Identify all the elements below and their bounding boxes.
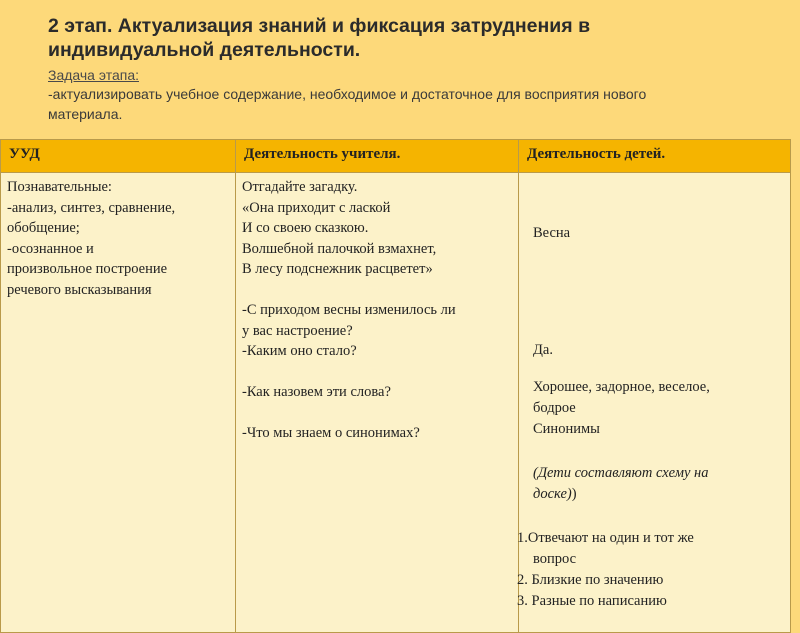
- children-answer: Весна: [533, 225, 571, 241]
- title-line-1: 2 этап. Актуализация знаний и фиксация затруднения в: [48, 15, 591, 37]
- uud-line: произвольное построение: [7, 261, 168, 277]
- title-line-2: индивидуальной деятельности.: [48, 39, 361, 61]
- lesson-stage-table: [0, 139, 791, 633]
- teacher-question-line: -С приходом весны изменилось ли: [242, 302, 456, 318]
- task-line-1: -актуализировать учебное содержание, необходимое и достаточное для восприятия нового: [48, 86, 647, 102]
- slide-title: [48, 14, 768, 62]
- uud-heading: Познавательные:: [7, 179, 112, 195]
- task-line-2: материала.: [48, 106, 123, 122]
- table-header-row: [1, 140, 791, 173]
- table-row: [1, 173, 791, 633]
- header-children-activity: Деятельность детей.: [519, 140, 791, 173]
- uud-line: речевого высказывания: [7, 281, 152, 298]
- children-list-item: 3. Разные по написанию: [517, 593, 667, 609]
- children-answer: доске)): [533, 486, 577, 502]
- teacher-riddle-line: «Она приходит с лаской: [242, 199, 391, 216]
- teacher-question-line: у вас настроение?: [242, 322, 353, 339]
- uud-line: -анализ, синтез, сравнение,: [7, 199, 176, 216]
- children-answer: Синонимы: [533, 421, 600, 437]
- children-answer: Хорошее, задорное, веселое,: [533, 379, 710, 395]
- teacher-riddle-line: Волшебной палочкой взмахнет,: [242, 240, 437, 257]
- children-list-item: 2. Близкие по значению: [517, 572, 664, 588]
- teacher-riddle-line: Отгадайте загадку.: [242, 179, 358, 195]
- uud-line: -осознанное и: [7, 240, 94, 257]
- children-list-item: вопрос: [533, 551, 577, 567]
- children-answer: бодрое: [533, 400, 576, 416]
- teacher-question-line: -Что мы знаем о синонимах?: [242, 425, 420, 441]
- uud-line: обобщение;: [7, 220, 80, 236]
- teacher-riddle-line: В лесу подснежник расцветет»: [242, 261, 433, 277]
- teacher-cell: [236, 173, 519, 633]
- task-label: Задача этапа:: [48, 67, 139, 83]
- header-teacher-activity: Деятельность учителя.: [236, 140, 519, 173]
- uud-cell: [1, 173, 236, 633]
- header-uud: УУД: [1, 140, 236, 173]
- teacher-question-line: -Как назовем эти слова?: [242, 384, 391, 400]
- teacher-riddle-line: И со своею сказкою.: [242, 220, 369, 236]
- children-list-item: 1.Отвечают на один и тот же: [517, 530, 694, 546]
- task-description: [48, 84, 768, 124]
- children-cell: [519, 173, 791, 633]
- children-answer: Да.: [533, 342, 553, 358]
- teacher-question-line: -Каким оно стало?: [242, 343, 357, 359]
- children-answer: (Дети составляют схему на: [533, 465, 709, 481]
- children-answer-italic: доске): [533, 486, 572, 502]
- slide-header: [48, 14, 768, 124]
